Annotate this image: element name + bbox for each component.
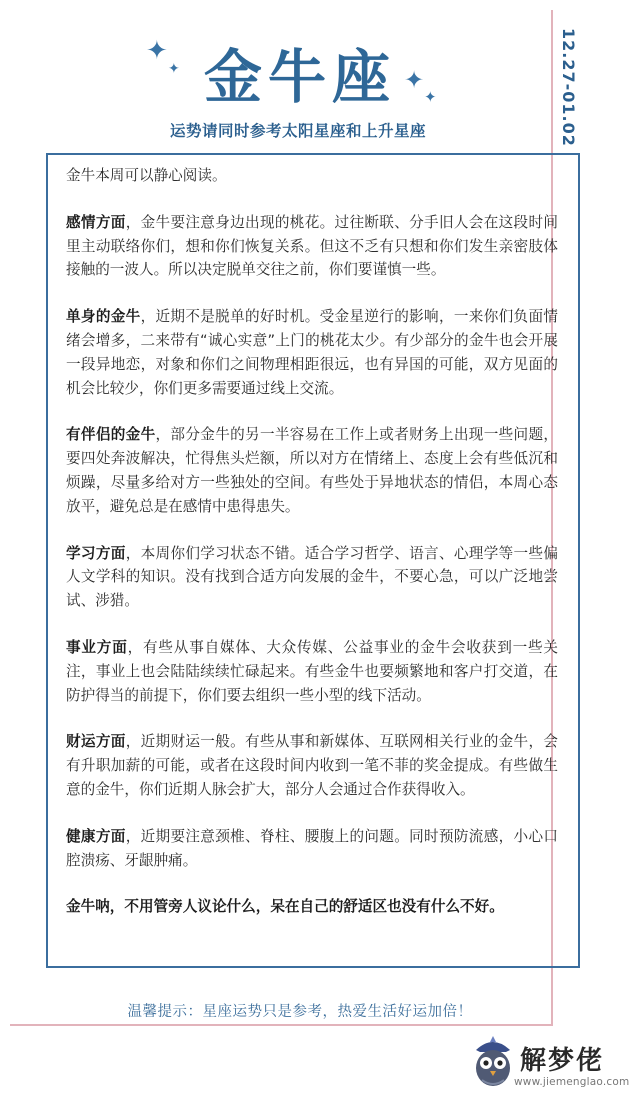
section-heading: 单身的金牛 <box>66 308 141 326</box>
section-single <box>66 305 558 400</box>
page-subtitle: 运势请同时参考太阳星座和上升星座 <box>169 122 426 140</box>
section-heading: 感情方面 <box>66 213 126 231</box>
section-text: ，金牛要注意身边出现的桃花。过往断联、分手旧人会在这段时间里主动联络你们，想和你们恢复关系。但这不乏有只想和你们发生亲密肢体接触的一波人。所以决定脱单交往之前，你们要谨慎一些。 <box>66 213 558 279</box>
section-text: ，本周你们学习状态不错。适合学习哲学、语言、心理学等一些偏人文学科的知识。没有找到合适方向发展的金牛，不要心急，可以广泛地尝试、涉猎。 <box>66 544 558 610</box>
section-text: ，近期要注意颈椎、脊柱、腰腹上的问题。同时预防流感，小心口腔溃疡、牙龈肿痛。 <box>66 827 558 869</box>
section-heading: 事业方面 <box>66 638 128 656</box>
logo-name: 解梦佬 <box>520 1046 605 1076</box>
section-text: ，近期不是脱单的好时机。受金星逆行的影响，一来你们负面情绪会增多，二来带有“诚心实意”上门的桃花太少。有少部分的金牛也会开展一段异地恋，对象和你们之间物理相距很远，也有异国的可能，双方见面的机会比较少，你们更多需要通过线上交流。 <box>66 308 558 397</box>
sparkle-icon: ✦ <box>424 88 437 106</box>
article-body <box>66 164 558 942</box>
section-partnered <box>66 423 558 518</box>
pink-frame-bottom <box>10 1024 553 1026</box>
date-range: 12.27-01.02 <box>559 28 578 147</box>
section-text: ，部分金牛的另一半容易在工作上或者财务上出现一些问题，要四处奔波解决，忙得焦头烂额，所以对方在情绪上、态度上会有些低沉和烦躁，尽量多给对方一些独处的空间。有些处于异地状态的情侣，本周心态放平，避免总是在感情中患得患失。 <box>66 426 558 515</box>
section-wealth <box>66 730 558 801</box>
section-heading: 学习方面 <box>66 544 126 562</box>
sparkle-icon: ✦ <box>146 36 168 66</box>
sparkle-icon: ✦ <box>168 61 180 77</box>
owl-icon <box>470 1034 516 1090</box>
site-logo[interactable] <box>468 1032 632 1092</box>
section-study <box>66 542 558 613</box>
intro-paragraph: 金牛本周可以静心阅读。 <box>66 167 227 184</box>
logo-url[interactable]: www.jiemenglao.com <box>514 1076 630 1088</box>
section-career <box>66 636 558 707</box>
section-love <box>66 211 558 282</box>
footer-tip: 温馨提示：星座运势只是参考，热爱生活好运加倍！ <box>127 1004 473 1020</box>
section-text: ，有些从事自媒体、大众传媒、公益事业的金牛会收获到一些关注，事业上也会陆陆续续忙碌起来。有些金牛也要频繁地和客户打交道，在防护得当的前提下，你们要去组织一些小型的线下活动。 <box>66 638 558 704</box>
section-health <box>66 825 558 873</box>
section-heading: 健康方面 <box>66 827 126 845</box>
section-heading: 财运方面 <box>66 733 126 751</box>
sparkle-icon: ✦ <box>404 66 425 94</box>
closing-paragraph: 金牛呐，不用管旁人议论什么，呆在自己的舒适区也没有什么不好。 <box>66 898 504 916</box>
page-title: 金牛座 <box>203 43 396 111</box>
section-text: ，近期财运一般。有些从事和新媒体、互联网相关行业的金牛，会有升职加薪的可能，或者在这段时间内收到一笔不菲的奖金提成。有些做生意的金牛，你们近期人脉会扩大，部分人会通过合作获得收入。 <box>66 733 558 798</box>
section-heading: 有伴侣的金牛 <box>66 426 156 444</box>
